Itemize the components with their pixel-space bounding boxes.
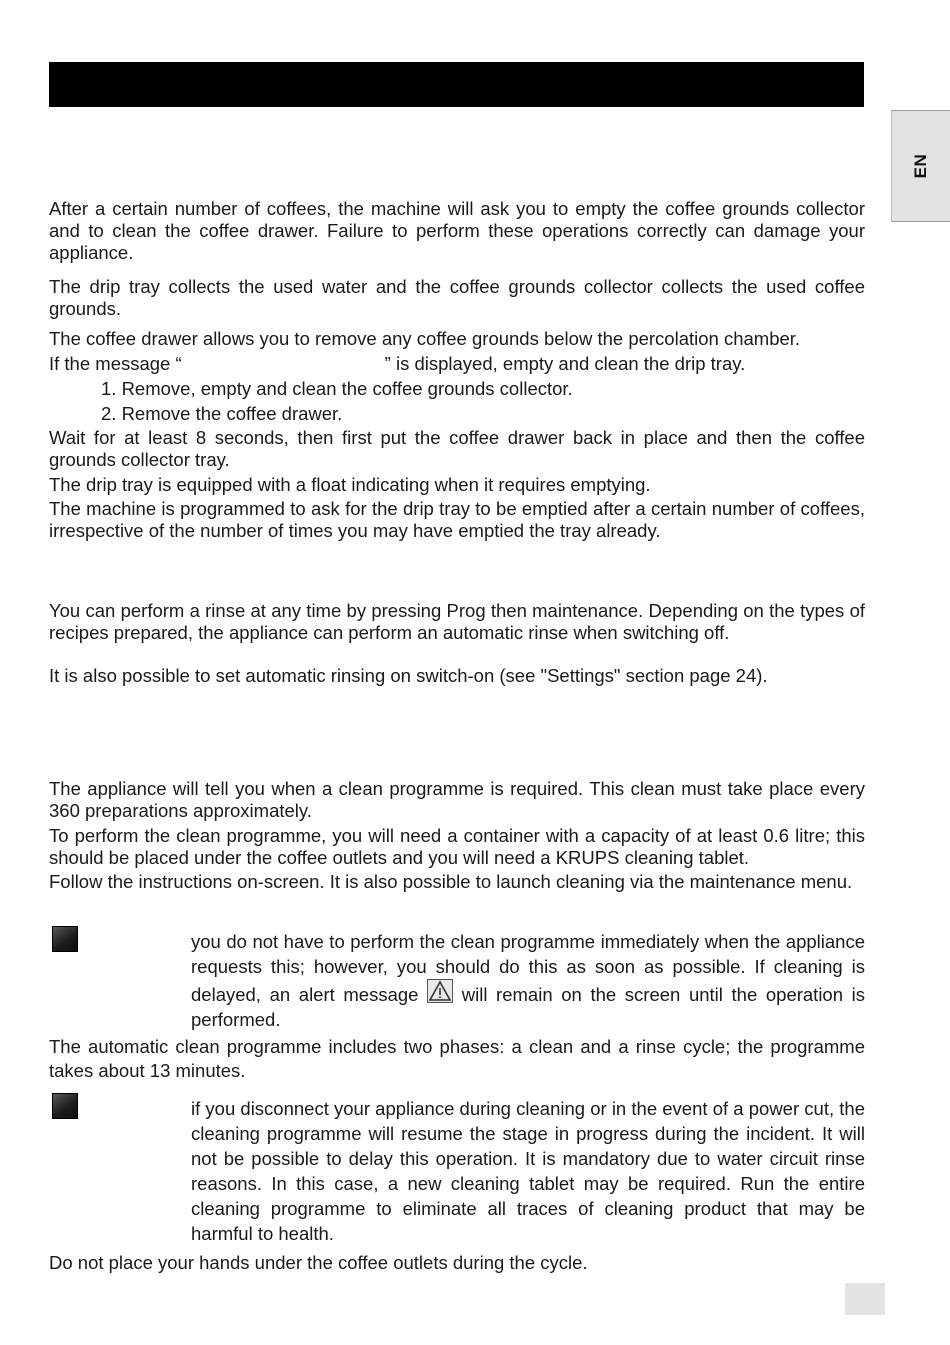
paragraph-programmed: The machine is programmed to ask for the drip tray to be emptied after a certain number of coffees, irrespective of the number of times you may have emptied the tray already. — [49, 498, 865, 541]
paragraph-hands-warning: Do not place your hands under the coffee outlets during the cycle. — [49, 1252, 588, 1273]
paragraph-message — [49, 353, 865, 375]
language-tab — [891, 110, 950, 222]
paragraph-float: The drip tray is equipped with a float indicating when it requires emptying. — [49, 474, 651, 495]
note-square-icon — [52, 1093, 78, 1119]
paragraph-instructions: Follow the instructions on-screen. It is also possible to launch cleaning via the maintenance menu. — [49, 871, 853, 892]
paragraph-rinse: You can perform a rinse at any time by pressing Prog then maintenance. Depending on the types of recipes prepared, the appliance can perform an automatic rinse when switching off. — [49, 600, 865, 643]
page-number-box — [845, 1283, 885, 1315]
step-1: 1. Remove, empty and clean the coffee grounds collector. — [101, 378, 573, 399]
note-square-icon — [52, 926, 78, 952]
step-2: 2. Remove the coffee drawer. — [101, 403, 343, 424]
paragraph-clean-container: To perform the clean programme, you will need a container with a capacity of at least 0.6 litre; this should be placed under the coffee outlets and you will need a KRUPS cleaning tablet. — [49, 825, 865, 868]
paragraph-drip-tray: The drip tray collects the used water and the coffee grounds collector collects the used coffee grounds. — [49, 276, 865, 319]
message-text-before: If the message “ — [49, 353, 182, 374]
language-tab-label: EN — [911, 153, 930, 179]
paragraph-wait: Wait for at least 8 seconds, then first put the coffee drawer back in place and then the coffee grounds collector tray. — [49, 427, 865, 470]
message-text-after: ” is displayed, empty and clean the drip tray. — [384, 353, 746, 374]
note-power-cut: if you disconnect your appliance during cleaning or in the event of a power cut, the cleaning programme will resume the stage in progress during the incident. It will not be possible to delay this operation. It is mandatory due to water circuit rinse reasons. In this case, a new cleaning tablet may be required. Run the entire cleaning programme to eliminate all traces of cleaning product that may be harmful to health. — [191, 1098, 865, 1244]
paragraph-two-phases: The automatic clean programme includes two phases: a clean and a rinse cycle; the programme takes about 13 minutes. — [49, 1036, 865, 1081]
note-delay-text-after: will remain on the screen until the operation is performed. — [191, 984, 866, 1030]
paragraph-clean-required: The appliance will tell you when a clean programme is required. This clean must take place every 360 preparations approximately. — [49, 778, 865, 821]
warning-triangle-icon — [427, 979, 453, 1003]
section-title-bar — [49, 62, 864, 107]
paragraph-auto-rinse: It is also possible to set automatic rinsing on switch-on (see "Settings" section page 24). — [49, 665, 768, 686]
note-delay-text-before: you do not have to perform the clean programme immediately when the appliance requests this; however, you should do this as soon as possible. If cleaning is delayed, an alert message — [191, 931, 865, 1005]
note-delay-clean — [191, 929, 865, 1032]
paragraph-empty-grounds: After a certain number of coffees, the machine will ask you to empty the coffee grounds collector and to clean the coffee drawer. Failure to perform these operations correctly can damage your appliance. — [49, 198, 865, 263]
paragraph-coffee-drawer: The coffee drawer allows you to remove any coffee grounds below the percolation chamber. — [49, 328, 801, 349]
